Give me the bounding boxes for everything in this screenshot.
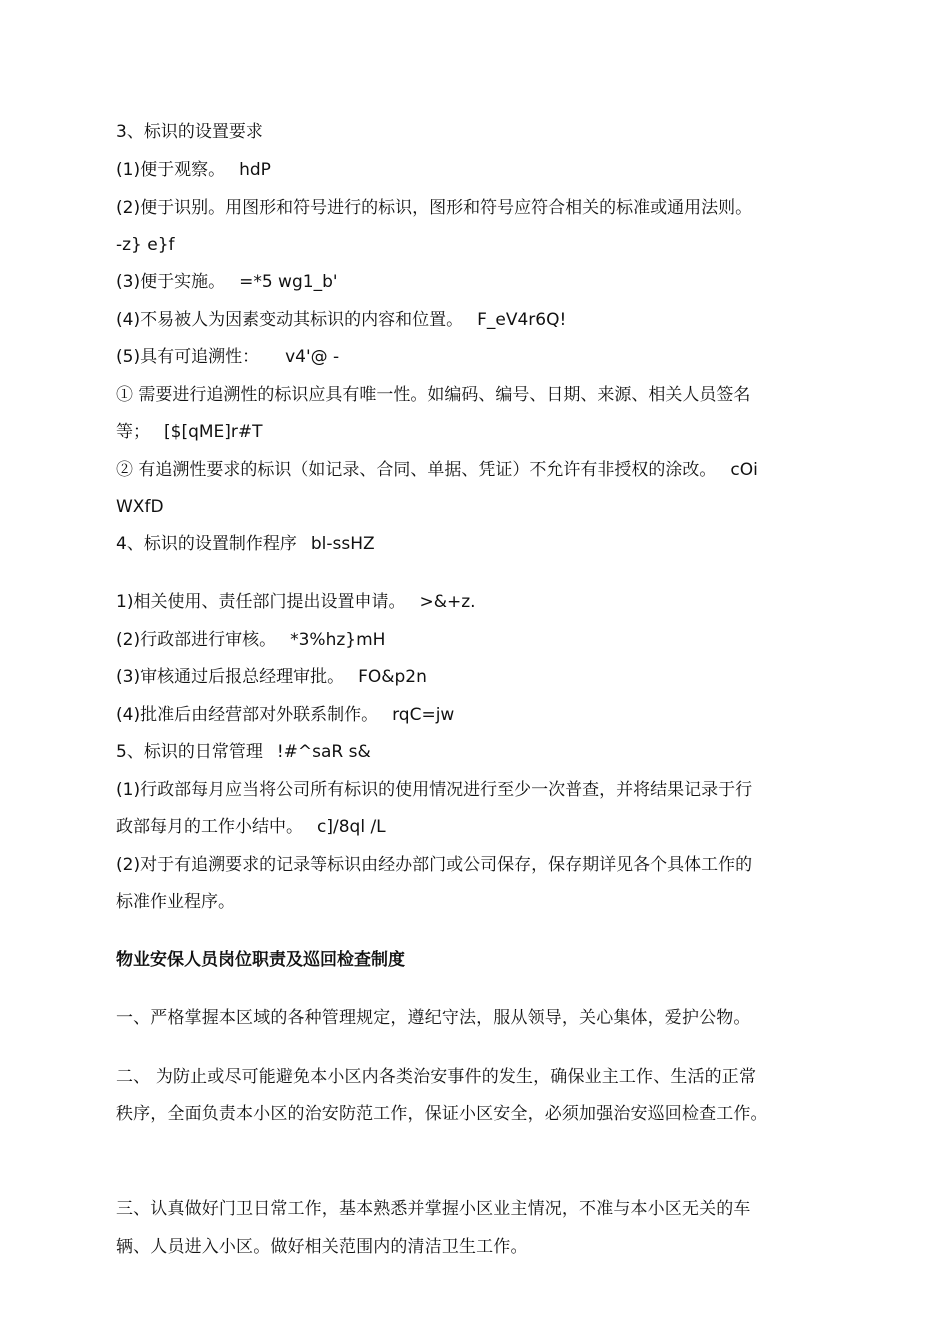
paragraph-line: 二、 为防止或尽可能避免本小区内各类治安事件的发生，确保业主工作、生活的正常 — [116, 1067, 757, 1087]
paragraph-line: 三、认真做好门卫日常工作，基本熟悉并掌握小区业主情况，不准与本小区无关的车 — [116, 1199, 751, 1219]
text-line: -z} e}f — [116, 235, 175, 255]
text-line: 政部每月的工作小结中。 c]/8ql /L — [116, 817, 386, 837]
text-line: 4、标识的设置制作程序 bl-ssHZ — [116, 534, 375, 554]
paragraph-line: 辆、人员进入小区。做好相关范围内的清洁卫生工作。 — [116, 1237, 528, 1257]
text-line: (4)批准后由经营部对外联系制作。 rqC=jw — [116, 705, 455, 725]
text-line: (1)便于观察。 hdP — [116, 160, 271, 180]
text-line: 5、标识的日常管理 !#^saR s& — [116, 742, 371, 762]
text-line: 1)相关使用、责任部门提出设置申请。 >&+z. — [116, 592, 476, 612]
text-line: (2)对于有追溯要求的记录等标识由经办部门或公司保存，保存期详见各个具体工作的 — [116, 855, 753, 875]
section-title: 物业安保人员岗位职责及巡回检查制度 — [116, 950, 405, 970]
text-line: WXfD — [116, 497, 164, 517]
text-line: (2)行政部进行审核。 *3%hz}mH — [116, 630, 386, 650]
text-line: (2)便于识别。用图形和符号进行的标识，图形和符号应符合相关的标准或通用法则。 — [116, 198, 753, 218]
text-line: 3、标识的设置要求 — [116, 122, 263, 142]
text-line: (3)便于实施。 =*5 wg1_b' — [116, 272, 338, 292]
text-line: 标准作业程序。 — [116, 892, 235, 912]
text-line: (3)审核通过后报总经理审批。 FO&p2n — [116, 667, 427, 687]
text-line: ② 有追溯性要求的标识（如记录、合同、单据、凭证）不允许有非授权的涂改。 cOi — [116, 460, 758, 480]
text-line: (5)具有可追溯性： v4'@ - — [116, 347, 340, 367]
paragraph-line: 秩序，全面负责本小区的治安防范工作，保证小区安全，必须加强治安巡回检查工作。 — [116, 1104, 768, 1124]
text-line: (4)不易被人为因素变动其标识的内容和位置。 F_eV4r6Q! — [116, 310, 567, 330]
text-line: ① 需要进行追溯性的标识应具有唯一性。如编码、编号、日期、来源、相关人员签名 — [116, 385, 751, 405]
text-line: (1)行政部每月应当将公司所有标识的使用情况进行至少一次普查，并将结果记录于行 — [116, 780, 753, 800]
text-line: 等； [$[qME]r#T — [116, 422, 263, 442]
paragraph-line: 一、严格掌握本区域的各种管理规定，遵纪守法，服从领导，关心集体，爱护公物。 — [116, 1008, 751, 1028]
